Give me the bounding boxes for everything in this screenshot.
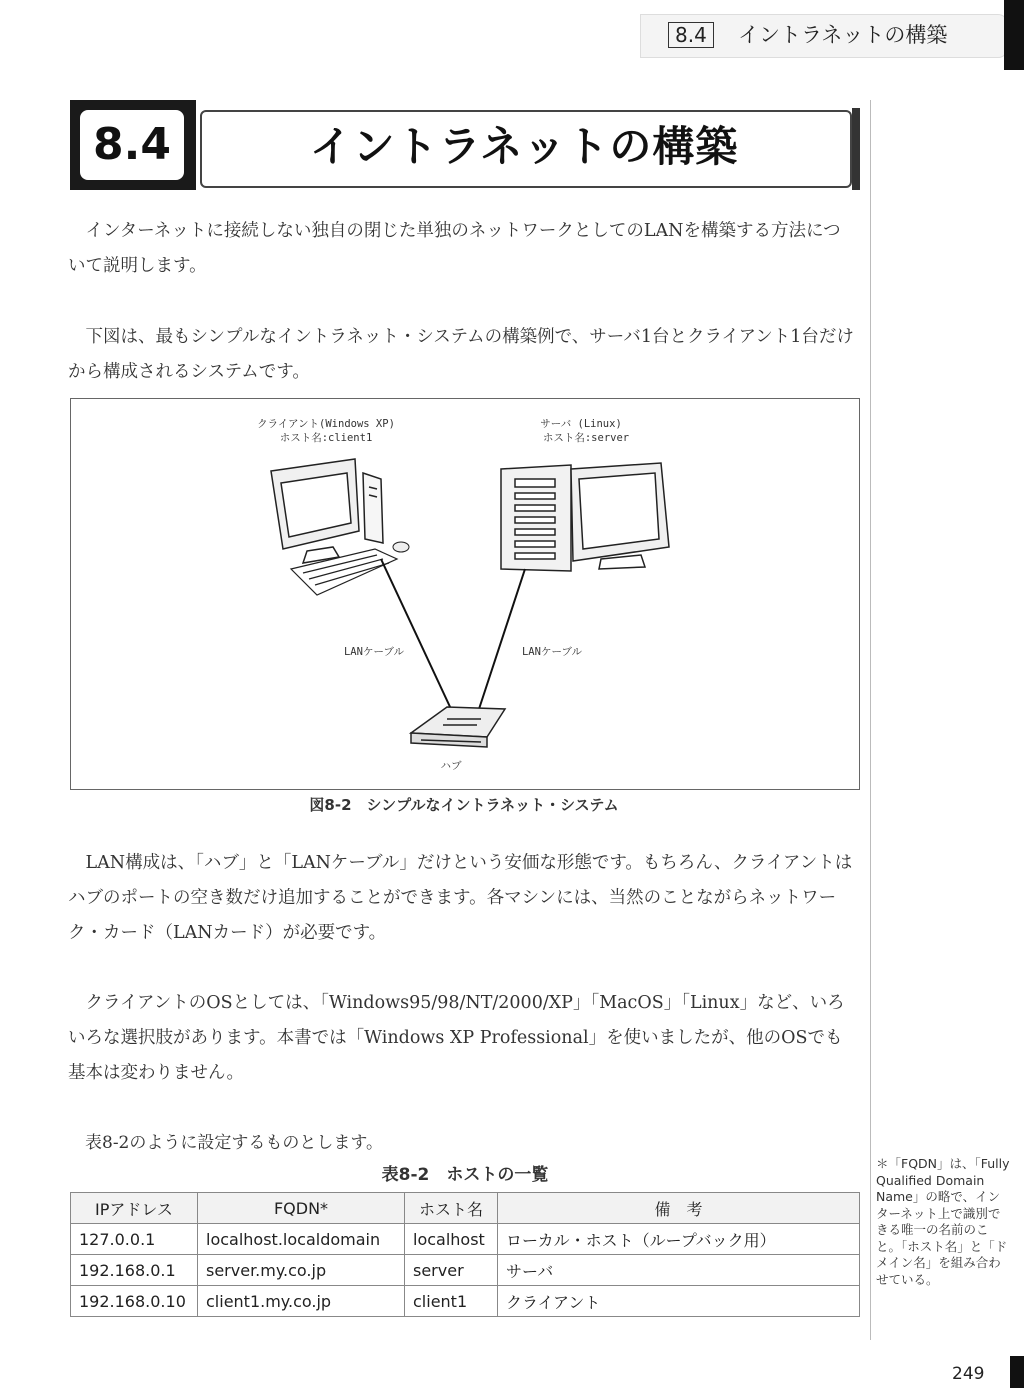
header-edge-tab xyxy=(1004,0,1024,70)
table-cell: ローカル・ホスト（ループバック用） xyxy=(498,1224,860,1255)
lan-cable-right xyxy=(479,569,525,709)
client-label-os: クライアント(Windows XP) xyxy=(257,418,395,430)
hub-label: ハブ xyxy=(440,760,462,772)
section-number: 8.4 xyxy=(80,110,184,180)
header-title: イントラネットの構築 xyxy=(738,23,948,47)
column-header: 備 考 xyxy=(498,1193,860,1224)
server-monitor-icon xyxy=(571,463,669,569)
table-cell: 192.168.0.1 xyxy=(71,1255,198,1286)
paragraph-intro-1: インターネットに接続しない独自の閉じた単独のネットワークとしてのLANを構築する方法について説明します。 xyxy=(68,221,841,276)
client-mouse-icon xyxy=(393,542,409,552)
paragraph-intro-2: 下図は、最もシンプルなイントラネット・システムの構築例で、サーバ1台とクライアント1台だけから構成されるシステムです。 xyxy=(68,327,854,382)
figure-caption: 図8-2 シンプルなイントラネット・システム xyxy=(309,796,619,814)
table-row xyxy=(71,1224,860,1255)
hub-icon xyxy=(411,707,505,747)
table-cell: client1 xyxy=(405,1286,498,1317)
network-diagram xyxy=(71,399,859,789)
cable-label-right: LANケーブル xyxy=(521,646,583,658)
table-cell: 127.0.0.1 xyxy=(71,1224,198,1255)
table-row xyxy=(71,1255,860,1286)
paragraph-lan: LAN構成は、「ハブ」と「LANケーブル」だけという安価な形態です。もちろん、クライアントはハブのポートの空き数だけ追加することができます。各マシンには、当然のことながらネットワーク・カード（LANカード）が必要です。 xyxy=(68,853,853,943)
page-edge-tab xyxy=(1010,1356,1024,1388)
table-cell: client1.my.co.jp xyxy=(198,1286,405,1317)
server-label-os: サーバ (Linux) xyxy=(540,418,622,430)
client-tower-icon xyxy=(363,473,383,543)
hosts-table xyxy=(70,1192,860,1317)
server-tower-icon xyxy=(501,465,571,571)
page-number: 249 xyxy=(952,1364,985,1384)
table-cell: サーバ xyxy=(498,1255,860,1286)
margin-rule xyxy=(870,100,871,1340)
table-cell: クライアント xyxy=(498,1286,860,1317)
table-cell: server xyxy=(405,1255,498,1286)
table-cell: 192.168.0.10 xyxy=(71,1286,198,1317)
client-label-host: ホスト名:client1 xyxy=(279,432,373,444)
header-section-number: 8.4 xyxy=(668,22,714,48)
paragraph-table-ref: 表8-2のように設定するものとします。 xyxy=(85,1133,384,1153)
table-row xyxy=(71,1286,860,1317)
table-caption: 表8-2 ホストの一覧 xyxy=(381,1165,549,1185)
cable-label-left: LANケーブル xyxy=(343,646,405,658)
column-header: ホスト名 xyxy=(405,1193,498,1224)
table-cell: server.my.co.jp xyxy=(198,1255,405,1286)
column-header: IPアドレス xyxy=(71,1193,198,1224)
section-title: イントラネットの構築 xyxy=(309,122,739,171)
table-cell: localhost xyxy=(405,1224,498,1255)
client-monitor-icon xyxy=(271,459,359,563)
paragraph-os: クライアントのOSとしては、「Windows95/98/NT/2000/XP」「MacOS」「Linux」など、いろいろな選択肢があります。本書では「Windows XP Professional」を使いましたが、他のOSでも基本は変わりません。 xyxy=(68,993,845,1083)
table-cell: localhost.localdomain xyxy=(198,1224,405,1255)
column-header: FQDN* xyxy=(198,1193,405,1224)
lan-cable-left xyxy=(381,559,451,709)
table-header-row xyxy=(71,1193,860,1224)
server-label-host: ホスト名:server xyxy=(542,432,630,444)
figure-frame xyxy=(70,398,860,790)
section-title-shadow xyxy=(852,108,860,190)
sidenote-fqdn: ＊「FQDN」は、「Fully Qualified Domain Name」の略で、インターネット上で識別できる唯一の名前のこと。「ホスト名」と「ドメイン名」を組み合わせている。 xyxy=(876,1156,1010,1287)
